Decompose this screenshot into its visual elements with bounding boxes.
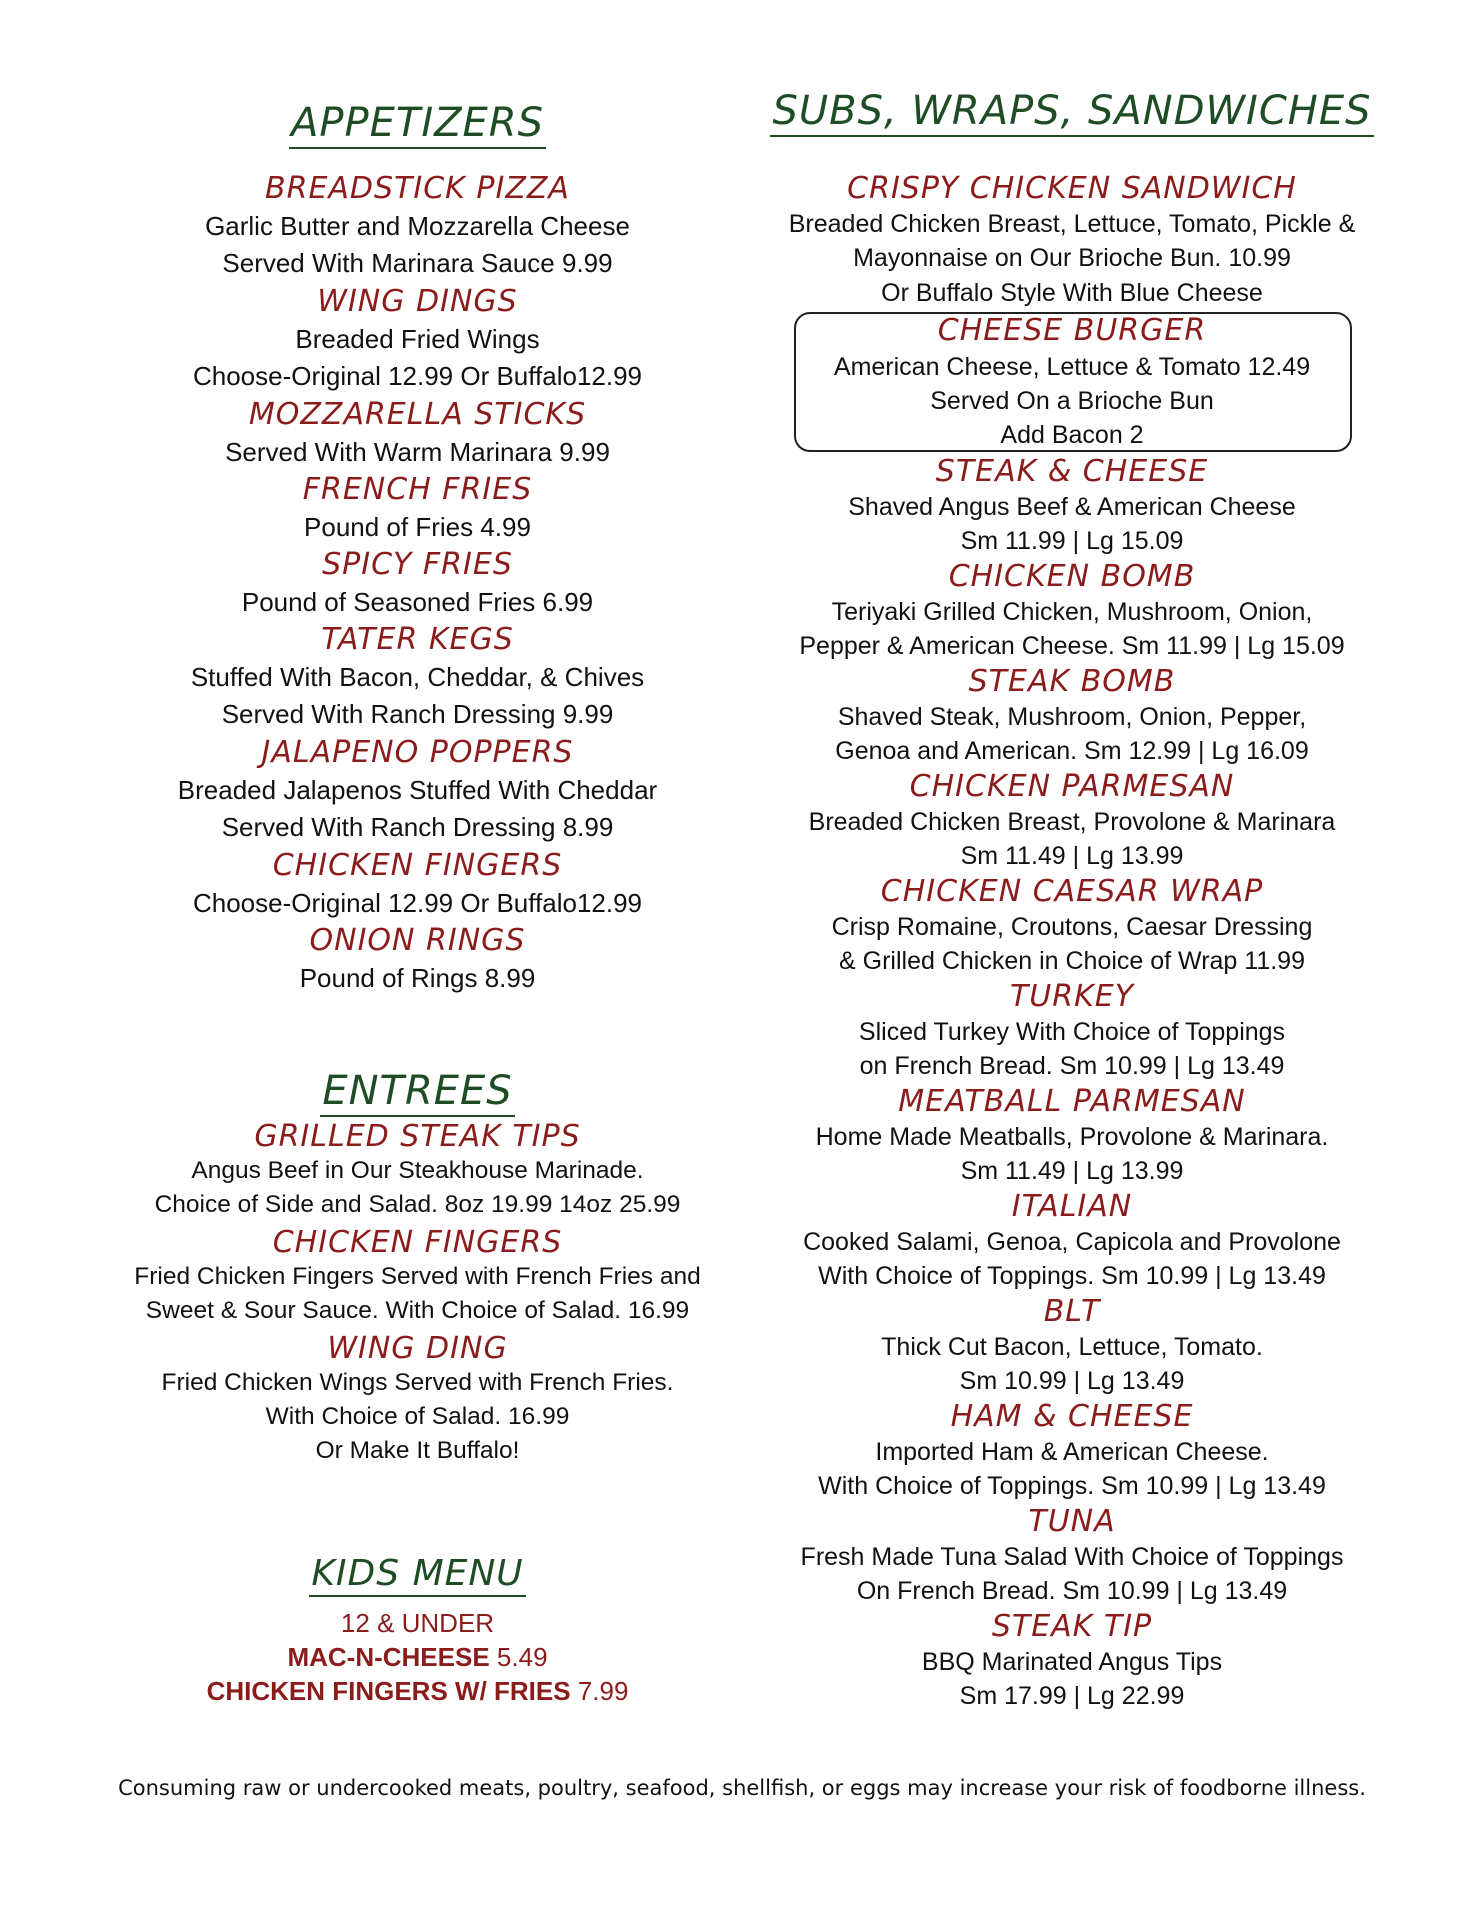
menu-item-desc: American Cheese, Lettuce & Tomato 12.49 bbox=[833, 353, 1311, 381]
menu-item-desc: Sm 11.49 | Lg 13.99 bbox=[960, 842, 1184, 870]
menu-item-desc: Sm 17.99 | Lg 22.99 bbox=[959, 1682, 1185, 1710]
menu-item-desc: Served With Warm Marinara 9.99 bbox=[225, 437, 610, 467]
menu-item-desc: Crisp Romaine, Croutons, Caesar Dressing bbox=[831, 913, 1313, 941]
menu-item-desc: Mayonnaise on Our Brioche Bun. 10.99 bbox=[853, 244, 1291, 272]
kids-item-price: 5.49 bbox=[496, 1642, 548, 1672]
menu-item-desc: With Choice of Toppings. Sm 10.99 | Lg 13.49 bbox=[818, 1262, 1326, 1290]
menu-item-name: CRISPY CHICKEN SANDWICH bbox=[847, 171, 1297, 206]
menu-item-desc: Stuffed With Bacon, Cheddar, & Chives bbox=[190, 662, 645, 692]
menu-item-desc: BBQ Marinated Angus Tips bbox=[921, 1648, 1223, 1676]
menu-item-name: MEATBALL PARMESAN bbox=[898, 1084, 1246, 1119]
menu-item-desc: Served On a Brioche Bun bbox=[930, 387, 1214, 415]
menu-item-desc: Sm 11.99 | Lg 15.09 bbox=[960, 527, 1184, 555]
menu-item-desc: Genoa and American. Sm 12.99 | Lg 16.09 bbox=[835, 737, 1309, 765]
menu-item-desc: Or Make It Buffalo! bbox=[315, 1437, 520, 1464]
menu-item-desc: Pound of Rings 8.99 bbox=[299, 963, 536, 993]
menu-item-name: SPICY FRIES bbox=[322, 547, 513, 582]
subs-title: SUBS, WRAPS, SANDWICHES bbox=[752, 88, 1392, 134]
menu-item-desc: Add Bacon 2 bbox=[1000, 421, 1144, 449]
menu-item-desc: Shaved Steak, Mushroom, Onion, Pepper, bbox=[837, 703, 1307, 731]
menu-item-desc: Breaded Jalapenos Stuffed With Cheddar bbox=[177, 775, 658, 805]
menu-item-desc: Home Made Meatballs, Provolone & Marinara. bbox=[815, 1123, 1329, 1151]
menu-item-name: TATER KEGS bbox=[321, 622, 514, 657]
menu-item-name: WING DINGS bbox=[317, 284, 518, 319]
menu-item-name: CHICKEN FINGERS bbox=[272, 1225, 563, 1260]
menu-item-desc: Choice of Side and Salad. 8oz 19.99 14oz 25.99 bbox=[154, 1191, 681, 1218]
menu-item-name: STEAK BOMB bbox=[968, 664, 1176, 699]
menu-item-name: CHICKEN BOMB bbox=[948, 559, 1196, 594]
menu-item-desc: Pepper & American Cheese. Sm 11.99 | Lg 15.09 bbox=[799, 632, 1345, 660]
menu-item-name: TUNA bbox=[1028, 1504, 1116, 1539]
menu-item-name: GRILLED STEAK TIPS bbox=[254, 1119, 581, 1154]
menu-item-desc: Breaded Chicken Breast, Provolone & Marinara bbox=[808, 808, 1336, 836]
foodborne-illness-disclaimer: Consuming raw or undercooked meats, poultry, seafood, shellfish, or eggs may increase your risk of foodborne illness. bbox=[118, 1776, 1366, 1800]
kids-menu-title: KIDS MENU bbox=[130, 1553, 705, 1594]
menu-item-desc: Served With Ranch Dressing 8.99 bbox=[221, 812, 614, 842]
menu-item-name: HAM & CHEESE bbox=[950, 1399, 1194, 1434]
menu-item-desc: Sm 10.99 | Lg 13.49 bbox=[959, 1367, 1185, 1395]
menu-item-desc: Sm 11.49 | Lg 13.99 bbox=[960, 1157, 1184, 1185]
menu-item-desc: Breaded Chicken Breast, Lettuce, Tomato, Pickle & bbox=[788, 210, 1356, 238]
menu-item-name: CHEESE BURGER bbox=[937, 313, 1207, 348]
kids-item-name: CHICKEN FINGERS W/ FRIES bbox=[206, 1676, 571, 1706]
menu-item-desc: Garlic Butter and Mozzarella Cheese bbox=[205, 211, 630, 241]
kids-item-name: MAC-N-CHEESE bbox=[287, 1642, 490, 1672]
menu-item-desc: Fresh Made Tuna Salad With Choice of Toppings bbox=[800, 1543, 1344, 1571]
menu-item-name: CHICKEN FINGERS bbox=[272, 848, 563, 883]
menu-item-desc: Thick Cut Bacon, Lettuce, Tomato. bbox=[881, 1333, 1263, 1361]
menu-item-desc: Imported Ham & American Cheese. bbox=[875, 1438, 1269, 1466]
menu-item-desc: Choose-Original 12.99 Or Buffalo12.99 bbox=[192, 361, 643, 391]
menu-item-desc: With Choice of Salad. 16.99 bbox=[265, 1403, 570, 1430]
menu-item-desc: Fried Chicken Fingers Served with French Fries and bbox=[134, 1263, 701, 1290]
menu-item-name: CHICKEN PARMESAN bbox=[909, 769, 1235, 804]
menu-item-desc: on French Bread. Sm 10.99 | Lg 13.49 bbox=[859, 1052, 1285, 1080]
menu-item-name: ITALIAN bbox=[1011, 1189, 1133, 1224]
menu-item-desc: & Grilled Chicken in Choice of Wrap 11.99 bbox=[839, 947, 1305, 975]
menu-item-name: TURKEY bbox=[1009, 979, 1135, 1014]
menu-item-name: FRENCH FRIES bbox=[302, 472, 533, 507]
menu-item-name: MOZZARELLA STICKS bbox=[248, 397, 587, 432]
menu-item-name: CHICKEN CAESAR WRAP bbox=[880, 874, 1264, 909]
menu-item-desc: Sweet & Sour Sauce. With Choice of Salad. 16.99 bbox=[145, 1297, 690, 1324]
menu-item-name: STEAK & CHEESE bbox=[935, 454, 1209, 489]
menu-item-desc: Breaded Fried Wings bbox=[295, 324, 540, 354]
menu-item-desc: Fried Chicken Wings Served with French Fries. bbox=[161, 1369, 674, 1396]
menu-item-name: STEAK TIP bbox=[991, 1609, 1153, 1644]
menu-item-desc: Sliced Turkey With Choice of Toppings bbox=[858, 1018, 1286, 1046]
menu-item-desc: Shaved Angus Beef & American Cheese bbox=[848, 493, 1296, 521]
menu-item-desc: Teriyaki Grilled Chicken, Mushroom, Onion, bbox=[831, 598, 1313, 626]
menu-item-name: ONION RINGS bbox=[309, 923, 526, 958]
entrees-title: ENTREES bbox=[130, 1068, 705, 1114]
menu-item-desc: Served With Marinara Sauce 9.99 bbox=[222, 248, 613, 278]
menu-item-desc: With Choice of Toppings. Sm 10.99 | Lg 13.49 bbox=[818, 1472, 1326, 1500]
menu-item-desc: Angus Beef in Our Steakhouse Marinade. bbox=[191, 1157, 644, 1184]
menu-item-name: BLT bbox=[1043, 1294, 1101, 1329]
menu-item-name: WING DING bbox=[327, 1331, 508, 1366]
appetizers-title: APPETIZERS bbox=[130, 100, 705, 146]
menu-item-desc: Cooked Salami, Genoa, Capicola and Provolone bbox=[803, 1228, 1341, 1256]
menu-item-desc: Served With Ranch Dressing 9.99 bbox=[221, 699, 614, 729]
kids-item-price: 7.99 bbox=[577, 1676, 629, 1706]
menu-item-name: JALAPENO POPPERS bbox=[261, 735, 574, 770]
menu-item-desc: Pound of Seasoned Fries 6.99 bbox=[241, 587, 594, 617]
menu-item-desc: Or Buffalo Style With Blue Cheese bbox=[881, 279, 1263, 307]
kids-item bbox=[130, 1640, 705, 1674]
menu-item-desc: Choose-Original 12.99 Or Buffalo12.99 bbox=[192, 888, 643, 918]
menu-item-desc: Pound of Fries 4.99 bbox=[304, 512, 531, 542]
kids-item bbox=[130, 1674, 705, 1708]
kids-age-note: 12 & UNDER bbox=[340, 1608, 495, 1638]
menu-item-name: BREADSTICK PIZZA bbox=[265, 171, 570, 206]
menu-item-desc: On French Bread. Sm 10.99 | Lg 13.49 bbox=[856, 1577, 1288, 1605]
